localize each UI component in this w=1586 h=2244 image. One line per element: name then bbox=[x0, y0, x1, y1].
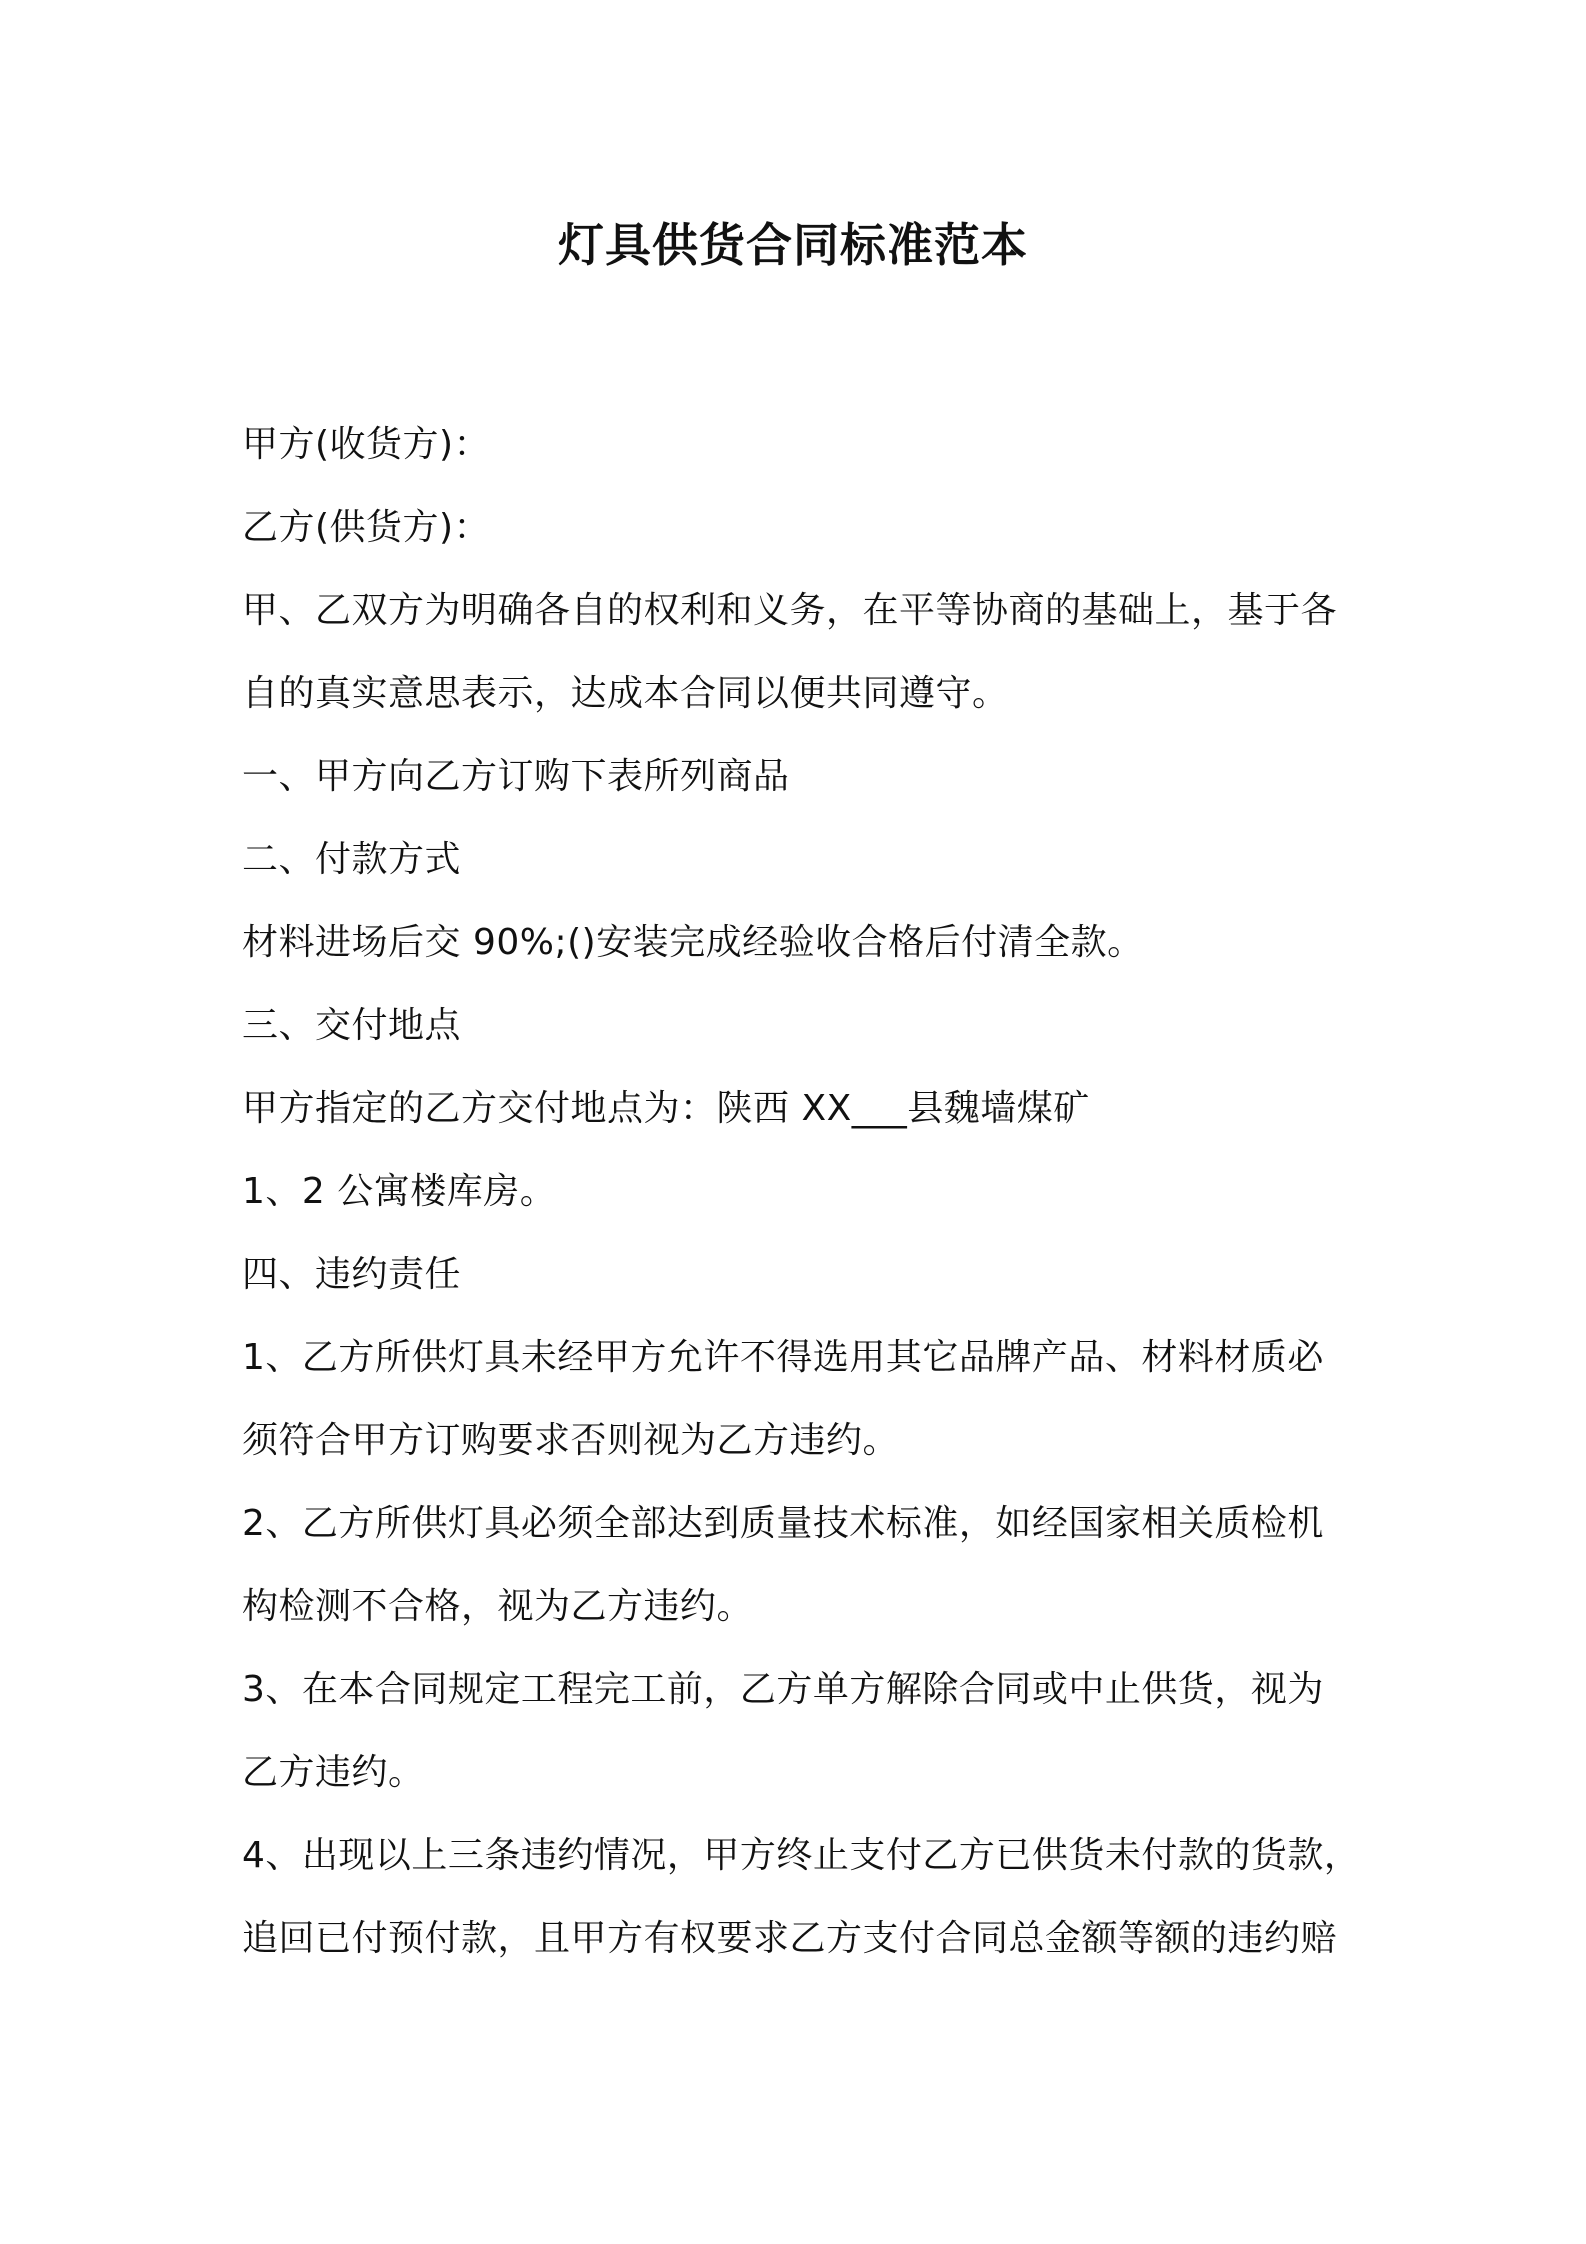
section-4-item-3-line-1: 3、在本合同规定工程完工前，乙方单方解除合同或中止供货，视为 bbox=[242, 1669, 1324, 1710]
section-3-text: 甲方指定的乙方交付地点为：陕西 XX___县魏墙煤矿 bbox=[242, 1088, 1090, 1129]
section-4-item-4-line-1: 4、出现以上三条违约情况，甲方终止支付乙方已供货未付款的货款， bbox=[242, 1835, 1361, 1876]
section-3-heading: 三、交付地点 bbox=[242, 1005, 462, 1046]
party-b-label: 乙方(供货方)： bbox=[242, 507, 491, 548]
document-title: 灯具供货合同标准范本 bbox=[558, 218, 1028, 272]
section-4-item-3-line-2: 乙方违约。 bbox=[242, 1752, 425, 1793]
section-4-item-2-line-1: 2、乙方所供灯具必须全部达到质量技术标准，如经国家相关质检机 bbox=[242, 1503, 1324, 1544]
section-4-item-2-line-2: 构检测不合格，视为乙方违约。 bbox=[242, 1586, 754, 1627]
document-body bbox=[242, 403, 1362, 1980]
section-4-heading: 四、违约责任 bbox=[242, 1254, 462, 1295]
section-4-item-4-line-2: 追回已付预付款，且甲方有权要求乙方支付合同总金额等额的违约赔 bbox=[242, 1918, 1338, 1959]
party-a-label: 甲方(收货方)： bbox=[242, 424, 491, 465]
section-2-text: 材料进场后交 90%;()安装完成经验收合格后付清全款。 bbox=[242, 922, 1144, 963]
preamble-line-2: 自的真实意思表示，达成本合同以便共同遵守。 bbox=[242, 673, 1009, 714]
section-2-heading: 二、付款方式 bbox=[242, 839, 462, 880]
section-4-item-1-line-2: 须符合甲方订购要求否则视为乙方违约。 bbox=[242, 1420, 900, 1461]
preamble-line-1: 甲、乙双方为明确各自的权利和义务，在平等协商的基础上，基于各 bbox=[242, 590, 1338, 631]
section-1-heading: 一、甲方向乙方订购下表所列商品 bbox=[242, 756, 790, 797]
section-4-item-1-line-1: 1、乙方所供灯具未经甲方允许不得选用其它品牌产品、材料材质必 bbox=[242, 1337, 1324, 1378]
section-3-item-1: 1、2 公寓楼库房。 bbox=[242, 1171, 557, 1212]
